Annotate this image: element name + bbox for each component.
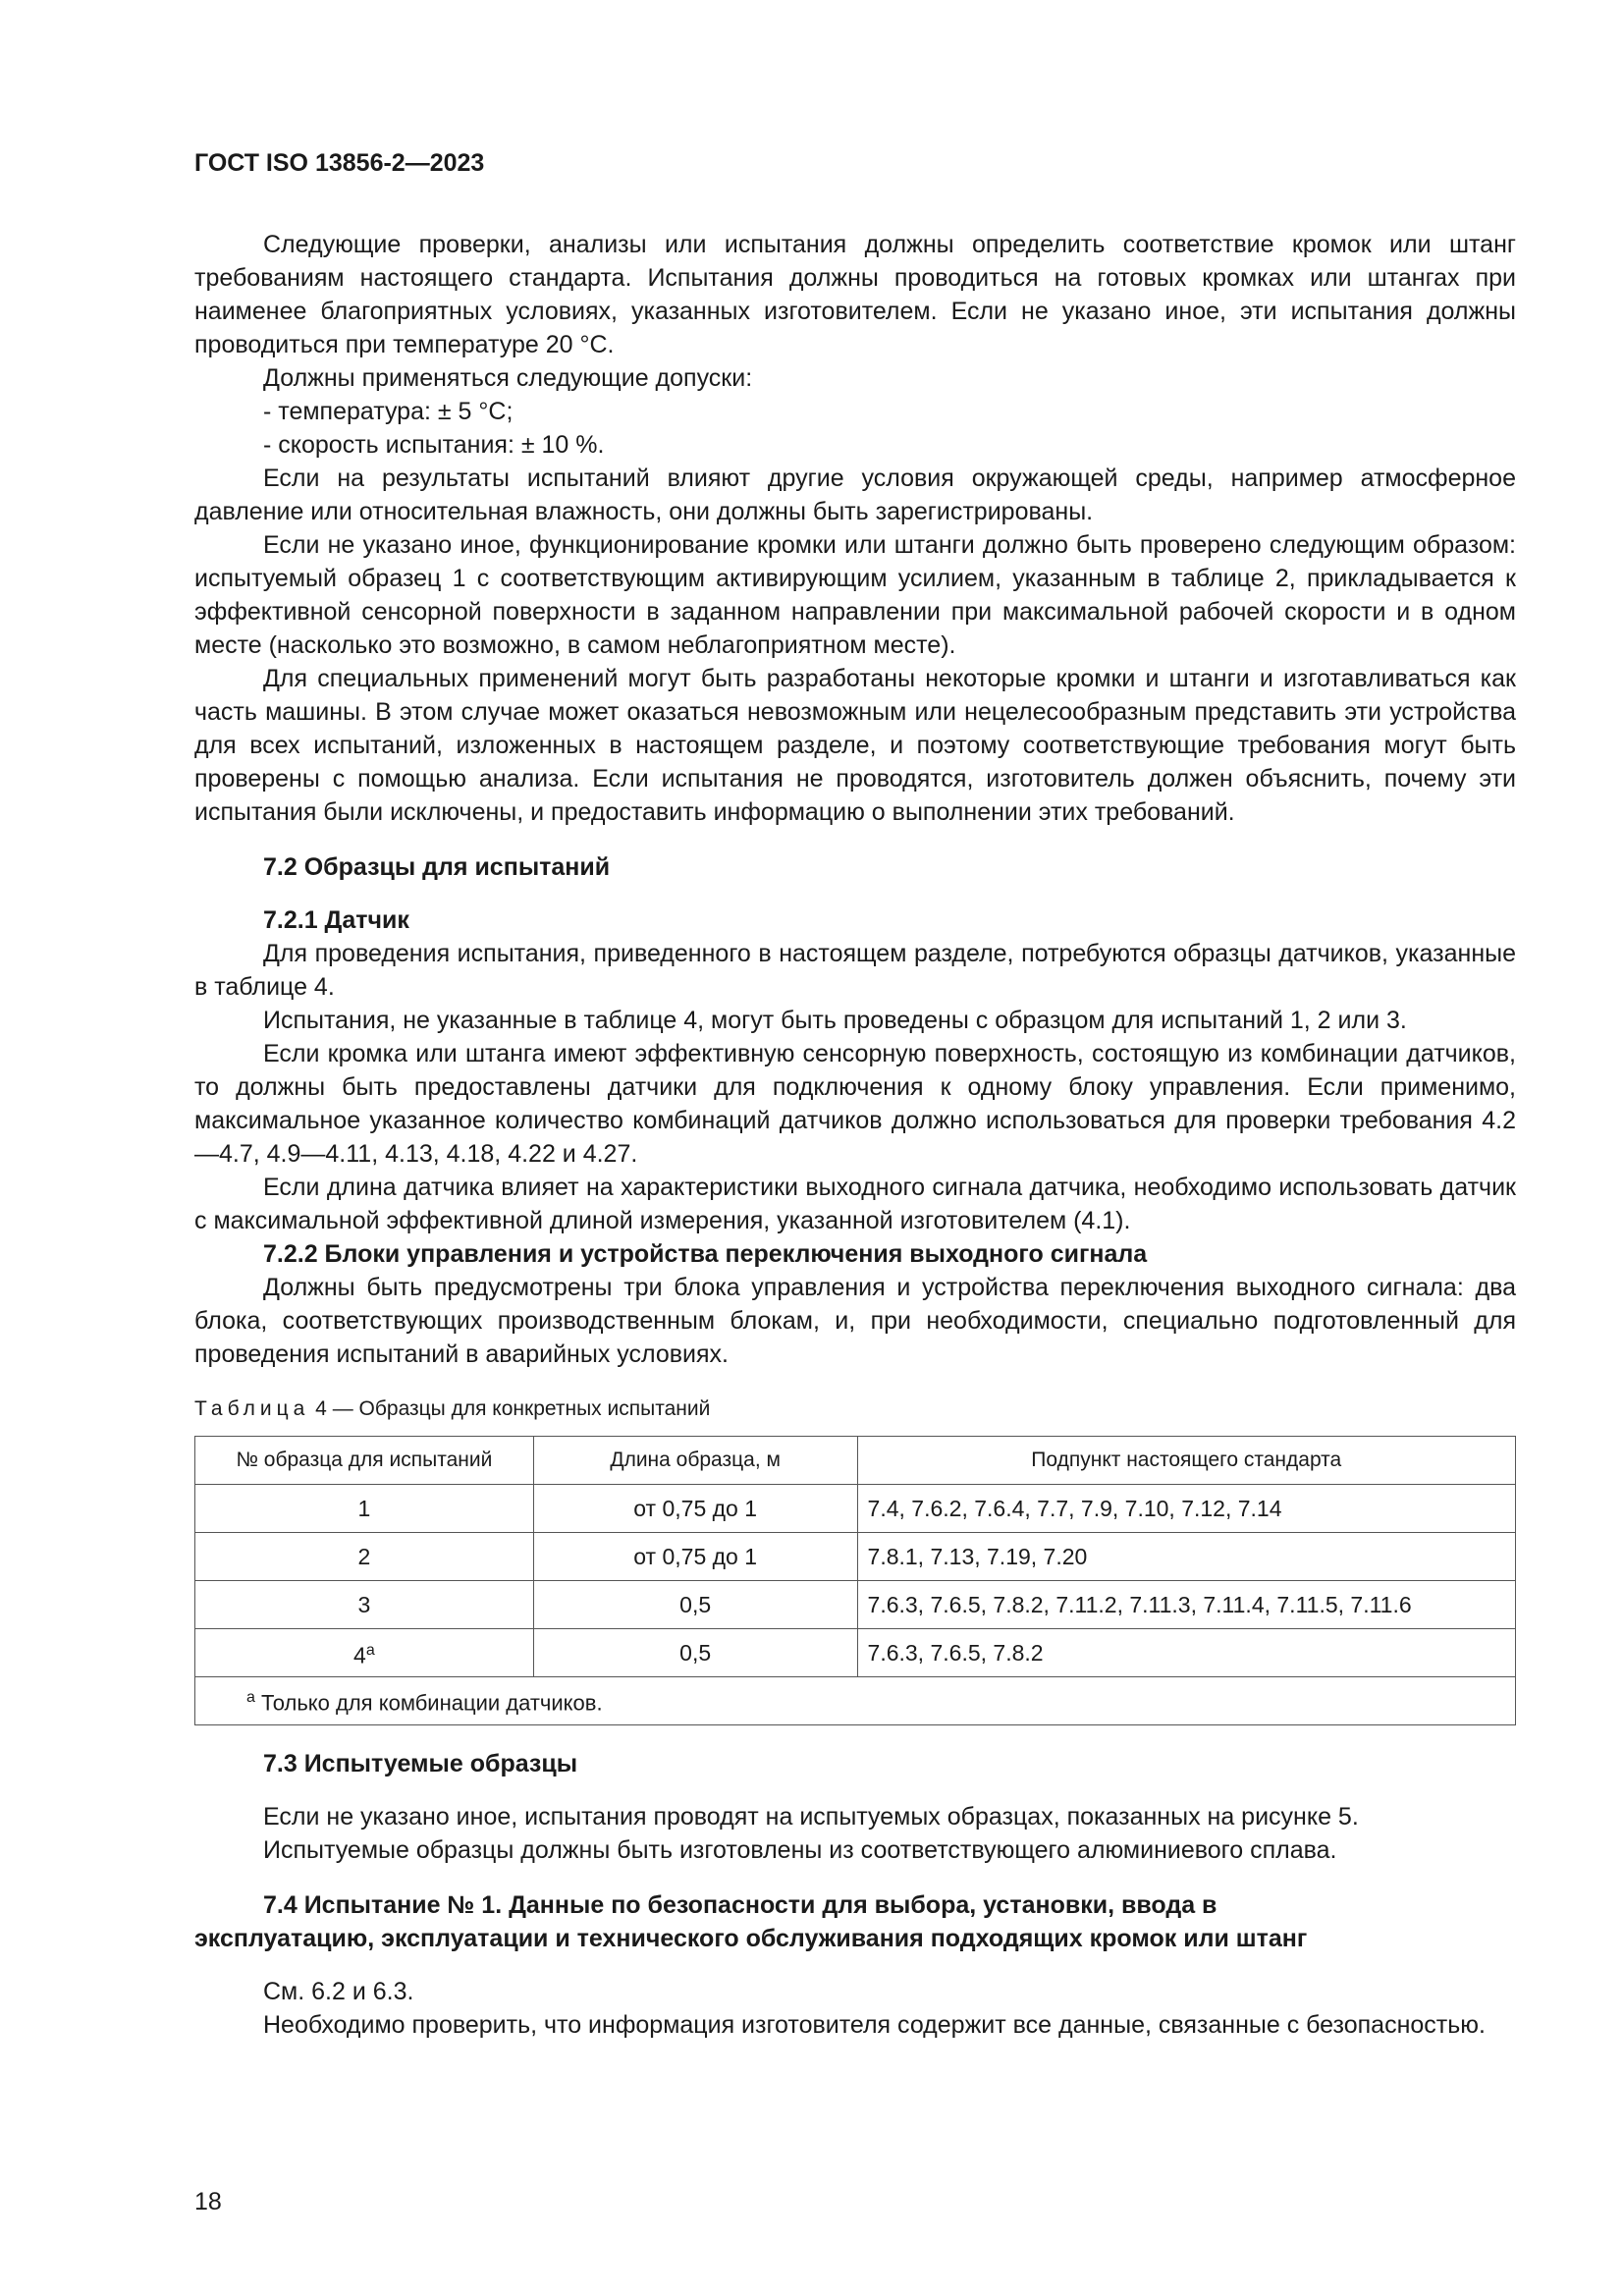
paragraph: Если не указано иное, функционирование кромки или штанги должно быть проверено следующим образом: испытуемый образец 1 с соответствующим активирующим усилием, указанным в таблице 2, прикладывается к эффективной сенсорной поверхности в заданном направлении при максимальной рабочей скорости и в одном месте (насколько это возможно, в самом неблагоприятном месте). (194, 531, 1516, 659)
table-cell: 3 (195, 1581, 534, 1629)
table-cell: от 0,75 до 1 (533, 1485, 857, 1533)
paragraph: Если длина датчика влияет на характеристики выходного сигнала датчика, необходимо использовать датчик с максимальной эффективной длиной измерения, указанной изготовителем (4.1). (194, 1174, 1516, 1234)
paragraph: Для специальных применений могут быть разработаны некоторые кромки и штанги и изготавливаться как часть машины. В этом случае может оказаться невозможным или нецелесообразным представить эти устройства для всех испытаний, изложенных в настоящем разделе, и поэтому соответствующие требования могут быть проверены с помощью анализа. Если испытания не проводятся, изготовитель должен объяснить, почему эти испытания были исключены, и предоставить информацию о выполнении этих требований. (194, 665, 1516, 826)
table-row (195, 1485, 1516, 1533)
samples-table (194, 1436, 1516, 1725)
section-heading-7-2-2: 7.2.2 Блоки управления и устройства переключения выходного сигнала (263, 1240, 1148, 1268)
table-cell: 2 (195, 1533, 534, 1581)
table-cell: 0,5 (533, 1629, 857, 1677)
paragraph: Должны применяться следующие допуски: (263, 364, 753, 392)
table-caption-text: 4 — Образцы для конкретных испытаний (309, 1397, 711, 1420)
paragraph: Для проведения испытания, приведенного в настоящем разделе, потребуются образцы датчиков, указанные в таблице 4. (194, 940, 1516, 1001)
table-cell: 7.6.3, 7.6.5, 7.8.2, 7.11.2, 7.11.3, 7.11.4, 7.11.5, 7.11.6 (857, 1581, 1515, 1629)
paragraph: Необходимо проверить, что информация изготовителя содержит все данные, связанные с безопасностью. (263, 2011, 1486, 2039)
table-footnote (195, 1677, 1516, 1725)
section-heading-7-2: 7.2 Образцы для испытаний (263, 853, 611, 881)
footnote-text: Только для комбинации датчиков. (254, 1690, 603, 1716)
paragraph: Если не указано иное, испытания проводят на испытуемых образцах, показанных на рисунке 5. (263, 1803, 1359, 1831)
table-row (195, 1533, 1516, 1581)
section-heading-7-4-line1: 7.4 Испытание № 1. Данные по безопасности для выбора, установки, ввода в (263, 1891, 1217, 1919)
table-header-cell: Длина образца, м (533, 1437, 857, 1485)
list-item: - скорость испытания: ± 10 %. (263, 431, 605, 459)
table-header-cell: Подпункт настоящего стандарта (857, 1437, 1515, 1485)
document-header: ГОСТ ISO 13856-2—2023 (194, 149, 485, 177)
table-footnote-row (195, 1677, 1516, 1725)
paragraph: Испытуемые образцы должны быть изготовлены из соответствующего алюминиевого сплава. (263, 1836, 1337, 1864)
table-header-cell: № образца для испытаний (195, 1437, 534, 1485)
section-heading-7-4-line2: эксплуатацию, эксплуатации и технического обслуживания подходящих кромок или штанг (194, 1925, 1308, 1952)
paragraph: Следующие проверки, анализы или испытания должны определить соответствие кромок или штанг требованиям настоящего стандарта. Испытания должны проводиться на готовых кромках или штангах при наименее благоприятных условиях, указанных изготовителем. Если не указано иное, эти испытания должны проводиться при температуре 20 °C. (194, 231, 1516, 358)
paragraph: Испытания, не указанные в таблице 4, могут быть проведены с образцом для испытаний 1, 2 или 3. (263, 1007, 1407, 1034)
table-caption (194, 1393, 1516, 1426)
table-cell: 1 (195, 1485, 534, 1533)
page-number: 18 (194, 2188, 222, 2215)
footnote-mark: а (246, 1689, 255, 1707)
list-item: - температура: ± 5 °C; (263, 398, 514, 425)
footnote-reference: а (365, 1641, 375, 1659)
table-cell: 7.4, 7.6.2, 7.6.4, 7.7, 7.9, 7.10, 7.12, 7.14 (857, 1485, 1515, 1533)
table-header-row (195, 1437, 1516, 1485)
table-caption-word: Таблица (194, 1397, 310, 1420)
paragraph: Должны быть предусмотрены три блока управления и устройства переключения выходного сигнала: два блока, соответствующих производственным блокам, и, при необходимости, специально подготовленный для проведения испытаний в аварийных условиях. (194, 1274, 1516, 1368)
table-cell: 7.8.1, 7.13, 7.19, 7.20 (857, 1533, 1515, 1581)
table-cell: 0,5 (533, 1581, 857, 1629)
section-heading-7-2-1: 7.2.1 Датчик (263, 906, 409, 934)
table-cell-value: 4 (353, 1642, 366, 1668)
section-heading-7-3: 7.3 Испытуемые образцы (263, 1750, 578, 1777)
paragraph: Если кромка или штанга имеют эффективную сенсорную поверхность, состоящую из комбинации датчиков, то должны быть предоставлены датчики для подключения к одному блоку управления. Если применимо, максимальное указанное количество комбинаций датчиков должно использоваться для проверки требования 4.2—4.7, 4.9—4.11, 4.13, 4.18, 4.22 и 4.27. (194, 1040, 1516, 1168)
page-content (194, 228, 1516, 2042)
table-row (195, 1581, 1516, 1629)
table-row (195, 1629, 1516, 1677)
paragraph: См. 6.2 и 6.3. (263, 1978, 414, 2005)
section-heading-7-4 (194, 1888, 1516, 1955)
table-cell: 7.6.3, 7.6.5, 7.8.2 (857, 1629, 1515, 1677)
table-cell (195, 1629, 534, 1677)
paragraph: Если на результаты испытаний влияют другие условия окружающей среды, например атмосферное давление или относительная влажность, они должны быть зарегистрированы. (194, 465, 1516, 525)
table-cell: от 0,75 до 1 (533, 1533, 857, 1581)
